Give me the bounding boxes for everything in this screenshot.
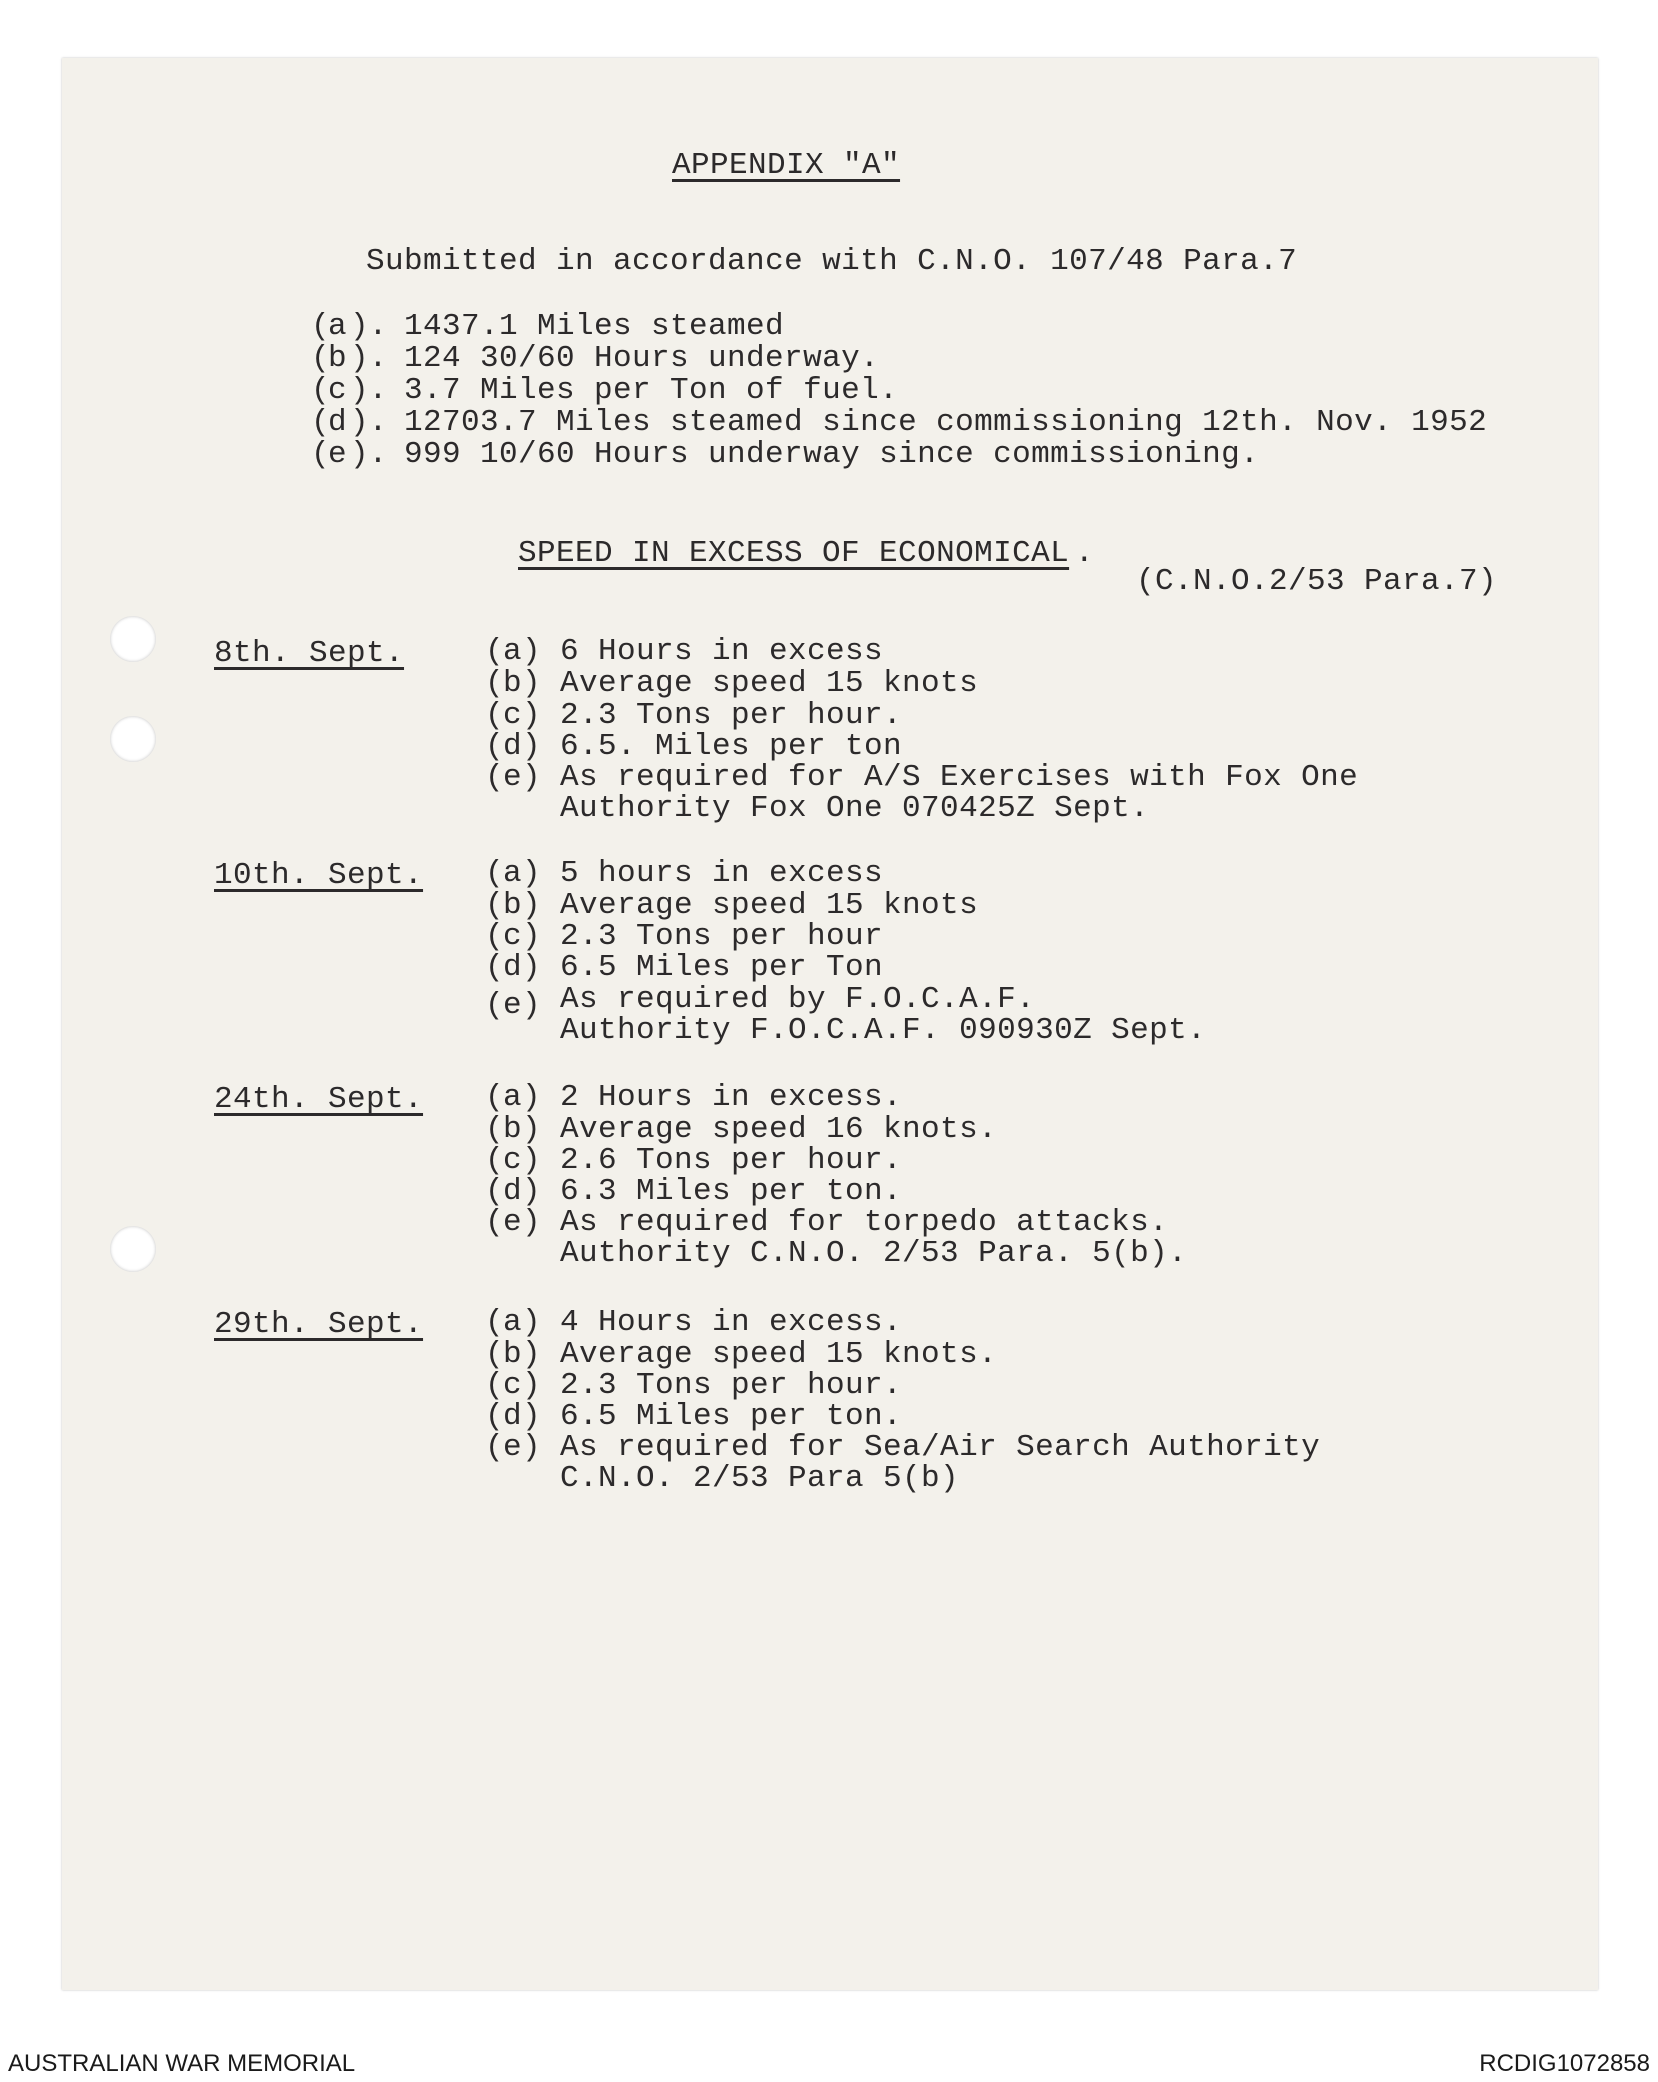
line-text: Average speed 16 knots.	[560, 1112, 998, 1147]
line-letter: a	[503, 1305, 523, 1340]
line-letter: b	[503, 1337, 523, 1372]
line-letter: a	[503, 634, 523, 669]
line-text: 4 Hours in excess.	[560, 1305, 903, 1340]
line-text: 2.3 Tons per hour.	[560, 698, 903, 733]
line-text: 6 Hours in excess	[560, 634, 884, 669]
item-text: 124 30/60 Hours underway.	[404, 341, 880, 376]
entry-authority: Authority C.N.O. 2/53 Para. 5(b).	[560, 1236, 1188, 1271]
line-letter: c	[503, 1368, 523, 1403]
line-text: 2.3 Tons per hour.	[560, 1368, 903, 1403]
document-id: RCDIG1072858	[1479, 2050, 1650, 2077]
line-letter: e	[503, 760, 523, 795]
line-text: Average speed 15 knots	[560, 888, 979, 923]
line-letter: d	[503, 1174, 523, 1209]
line-letter: b	[503, 888, 523, 923]
item-letter: a	[328, 309, 348, 344]
line-text: As required by F.O.C.A.F.	[560, 982, 1036, 1017]
line-text: 2 Hours in excess.	[560, 1080, 903, 1115]
line-text: Average speed 15 knots.	[560, 1337, 998, 1372]
line-letter: e	[503, 1205, 523, 1240]
item-text: 3.7 Miles per Ton of fuel.	[404, 373, 899, 408]
line-letter: c	[503, 698, 523, 733]
line-letter: c	[503, 919, 523, 954]
line-text: 6.5 Miles per ton.	[560, 1399, 903, 1434]
item-text: 999 10/60 Hours underway since commissioning.	[404, 437, 1260, 472]
line-text: 2.3 Tons per hour	[560, 919, 884, 954]
line-text: 6.5. Miles per ton	[560, 729, 903, 764]
line-letter: d	[503, 950, 523, 985]
line-text: As required for torpedo attacks.	[560, 1205, 1169, 1240]
speed-heading: SPEED IN EXCESS OF ECONOMICAL	[518, 536, 1070, 571]
entry-date: 8th. Sept.	[214, 636, 405, 671]
line-text: 6.3 Miles per ton.	[560, 1174, 903, 1209]
item-letter: d	[328, 405, 348, 440]
line-letter: d	[503, 729, 523, 764]
line-letter: b	[503, 666, 523, 701]
item-text: 1437.1 Miles steamed	[404, 309, 785, 344]
line-letter: b	[503, 1112, 523, 1147]
appendix-title: APPENDIX "A"	[672, 148, 901, 183]
line-letter: d	[503, 1399, 523, 1434]
line-text: As required for A/S Exercises with Fox One	[560, 760, 1359, 795]
punch-hole	[110, 616, 156, 662]
line-text: 6.5 Miles per Ton	[560, 950, 884, 985]
line-letter: a	[503, 856, 523, 891]
punch-hole	[110, 716, 156, 762]
item-letter: c	[328, 373, 348, 408]
line-letter: c	[503, 1143, 523, 1178]
punch-hole	[110, 1226, 156, 1272]
line-text: 5 hours in excess	[560, 856, 884, 891]
item-letter: b	[328, 341, 348, 376]
entry-date: 29th. Sept.	[214, 1307, 424, 1342]
entry-date: 10th. Sept.	[214, 858, 424, 893]
item-letter: e	[328, 437, 348, 472]
item-text: 12703.7 Miles steamed since commissioning 12th. Nov. 1952	[404, 405, 1488, 440]
entry-authority: Authority Fox One 070425Z Sept.	[560, 791, 1150, 826]
line-text: Average speed 15 knots	[560, 666, 979, 701]
line-letter: e	[503, 1430, 523, 1465]
entry-date: 24th. Sept.	[214, 1082, 424, 1117]
line-letter: e	[503, 988, 523, 1023]
line-text: As required for Sea/Air Search Authority	[560, 1430, 1321, 1465]
speed-reference: (C.N.O.2/53 Para.7)	[1136, 564, 1498, 599]
archive-credit: AUSTRALIAN WAR MEMORIAL	[8, 2050, 356, 2077]
submission-note: Submitted in accordance with C.N.O. 107/48 Para.7	[366, 244, 1298, 279]
line-text: 2.6 Tons per hour.	[560, 1143, 903, 1178]
line-letter: a	[503, 1080, 523, 1115]
entry-authority: Authority F.O.C.A.F. 090930Z Sept.	[560, 1013, 1207, 1048]
entry-authority: C.N.O. 2/53 Para 5(b)	[560, 1461, 960, 1496]
